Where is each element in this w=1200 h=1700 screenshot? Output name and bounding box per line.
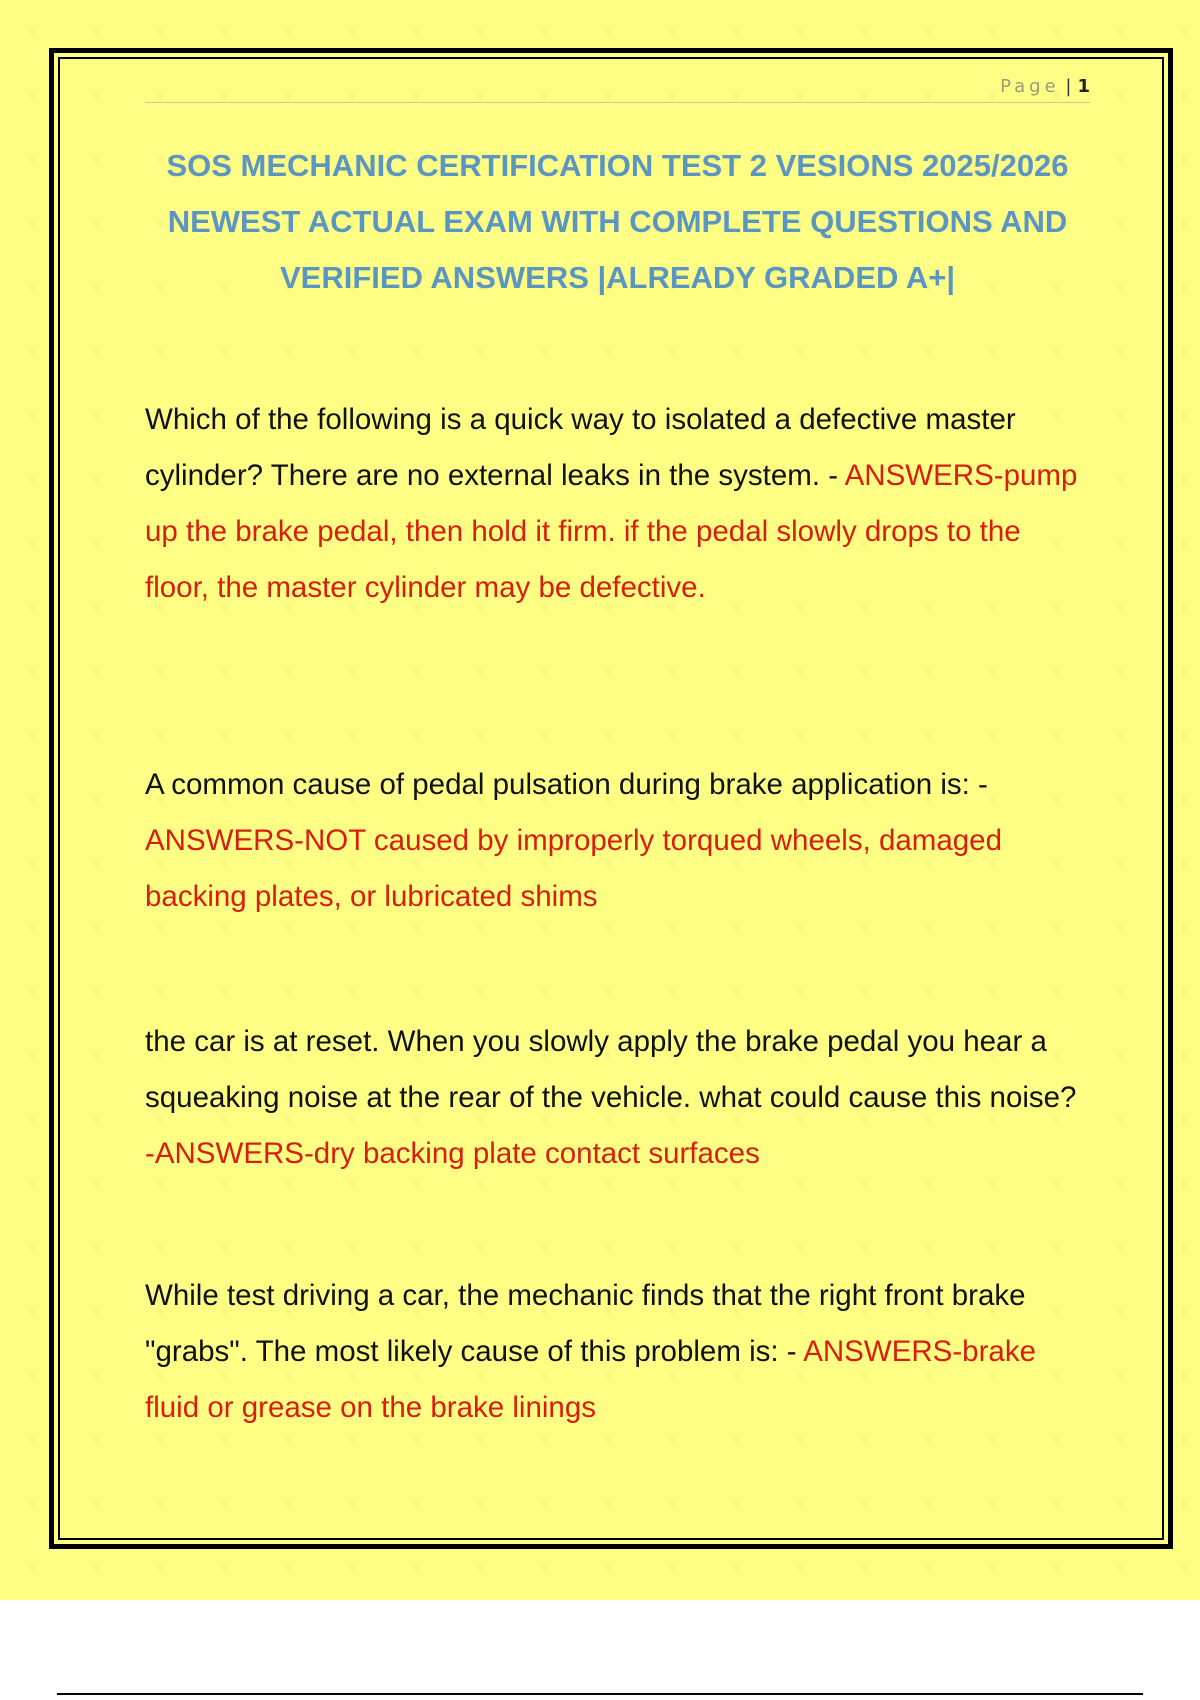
page-number: 1 <box>1077 76 1090 97</box>
title-line: NEWEST ACTUAL EXAM WITH COMPLETE QUESTIONS AND <box>167 204 1068 239</box>
answer-text: ANSWERS-brake fluid or grease on the brake linings <box>145 1335 1036 1424</box>
question-answer-item <box>145 392 1090 616</box>
title-line: VERIFIED ANSWERS |ALREADY GRADED A+| <box>279 260 956 295</box>
answer-text: ANSWERS-pump up the brake pedal, then hold it firm. if the pedal slowly drops to the floor, the master cylinder may be defective. <box>145 459 1078 604</box>
page-number-header <box>145 74 1090 103</box>
page-separator: | <box>1065 76 1072 97</box>
title-line: SOS MECHANIC CERTIFICATION TEST 2 VESIONS 2025/2026 <box>166 148 1069 183</box>
document-title <box>145 138 1090 306</box>
question-answer-item <box>145 757 1090 925</box>
question-text: A common cause of pedal pulsation during brake application is: - <box>145 768 988 801</box>
answer-text: -ANSWERS-dry backing plate contact surfaces <box>145 1137 760 1170</box>
question-text: the car is at reset. When you slowly apply the brake pedal you hear a squeaking noise at the rear of the vehicle. what could cause this noise? <box>145 1025 1077 1114</box>
page-label: Page <box>1000 76 1060 97</box>
question-answer-item <box>145 1268 1090 1436</box>
answer-text: ANSWERS-NOT caused by improperly torqued wheels, damaged backing plates, or lubricated shims <box>145 824 1002 913</box>
next-page-rule <box>57 1693 1143 1695</box>
question-answer-item <box>145 1014 1090 1182</box>
question-text: Which of the following is a quick way to isolated a defective master cylinder? There are no external leaks in the system. - <box>145 403 1016 492</box>
question-text: While test driving a car, the mechanic finds that the right front brake "grabs". The most likely cause of this problem is: - <box>145 1279 1026 1368</box>
